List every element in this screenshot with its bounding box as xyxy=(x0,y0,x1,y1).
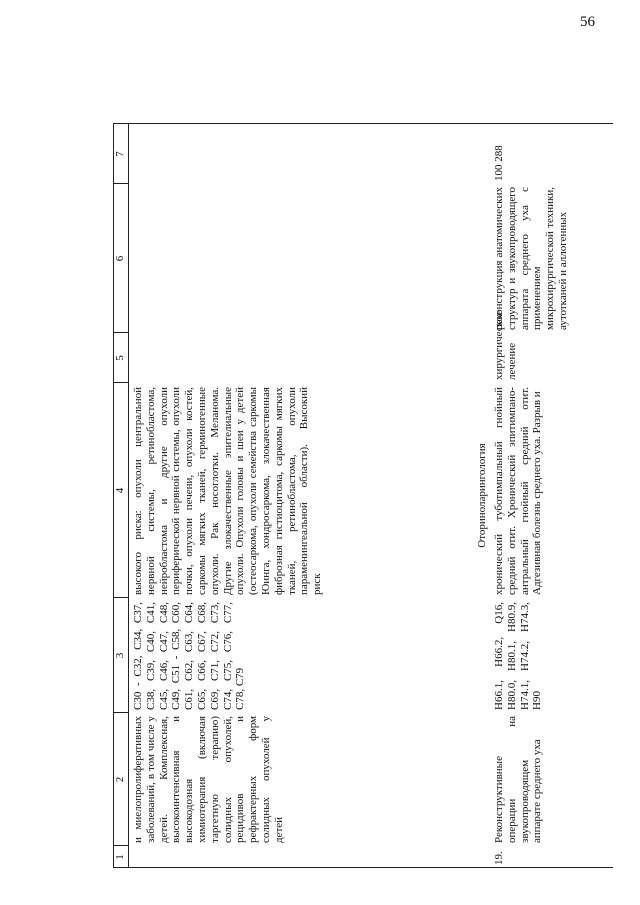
prev-row-diagnosis-group: и миелопролиферативных заболеваний, в том числе у детей. Комплексная, высокоинтенсивная и высокодозная химиотерапия (включая таргетную терапию) солидных опухолей, рецидивов и рефрактерных форм солидных опухолей у детей xyxy=(132,716,285,843)
row-19-cost: 100 288 xyxy=(493,145,505,181)
column-divider xyxy=(113,123,613,124)
page-number: 56 xyxy=(580,14,595,30)
table-header-rule xyxy=(128,123,129,868)
column-header-2: 2 xyxy=(114,776,126,783)
column-divider xyxy=(113,867,613,868)
column-header-7: 7 xyxy=(114,151,126,157)
column-header-1: 1 xyxy=(114,854,126,860)
row-19-method: реконструкция анатомических структур и звукопроводящего аппарата среднего уха с применением микрохирургической техники, аутотканей и аллогенных xyxy=(493,187,569,330)
column-header-6: 6 xyxy=(114,255,126,262)
column-header-4: 4 xyxy=(114,487,126,494)
column-header-3: 3 xyxy=(114,652,126,659)
row-19-model: хронический туботимпальный гнойный средний отит. Хронический эпитимпано-антральный гнойный средний отит. Адгезивная болезнь среднего уха. Разрыв и xyxy=(493,387,544,595)
column-header-5: 5 xyxy=(114,355,126,361)
prev-row-icd-codes: C30 - C32, C34, C37, C38, C39, C40, C41, C45, C46, C47, C48, C49, C51 - C58, C60, C61, C62, C63, C64, C65, C66, C67, C68, C69, C71, C72, C73, C74, C75, C76, C77, C78, C79 xyxy=(132,602,247,710)
rotated-table xyxy=(113,123,623,868)
prev-row-model: высокого риска: опухоли центральной нервной системы, ретинобластома, нейробластома и другие опухоли периферической нервной системы, опухоли почки, опухоли печени, опухоли костей, саркомы мягких тканей, герминогенные опухоли. Рак носоглотки. Меланома. Другие злокачественные эпителиальные опухоли. Опухоли головы и шеи у детей (остеосаркома, опухоли семейства саркомы Юинга, хондросаркома, злокачественная фиброзная гистиоцитома, саркомы мягких тканей, ретинобластома, опухоли параменингеальной области). Высокий риск xyxy=(132,387,324,595)
section-title: Оториноларингология xyxy=(476,443,488,548)
row-19-diagnosis-group: Реконструктивные операции на звукопроводящем аппарате среднего уха xyxy=(493,716,544,843)
row-19-treatment-type: хирургическое лечение xyxy=(493,310,518,380)
row-19-number: 19. xyxy=(493,851,505,865)
row-19-icd-codes: H66.1, H66.2, Q16, H80.0, H80.1, H80.9, H74.1, H74.2, H74.3, H90 xyxy=(493,602,544,710)
